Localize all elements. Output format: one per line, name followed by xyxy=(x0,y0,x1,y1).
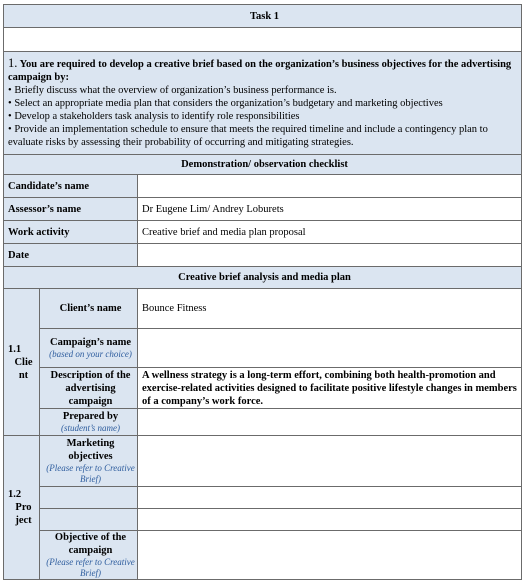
checklist-header: Demonstration/ observation checklist xyxy=(4,155,522,175)
section-number: 1.2 xyxy=(8,489,22,500)
task-instructions xyxy=(4,52,522,155)
marketing-extra-label xyxy=(40,487,138,509)
section-1-2 xyxy=(4,436,40,580)
section-title-line: Pro xyxy=(15,502,32,513)
bullet-glyph: • xyxy=(8,85,12,96)
date-field[interactable] xyxy=(138,244,522,267)
date-label: Date xyxy=(4,244,138,267)
instruction-bullet xyxy=(8,97,521,110)
campaign-objective-note: (Please refer to Creative Brief) xyxy=(46,557,135,578)
candidate-name-field[interactable] xyxy=(138,175,522,198)
instruction-text: Briefly discuss what the overview of organization’s business performance is. xyxy=(14,85,337,96)
instruction-text: Provide an implementation schedule to ensure that meets the required timeline and include a contingency plan to evaluate risks by assessing their probability of occurring and mitigating strategies. xyxy=(8,124,488,148)
blank-row xyxy=(4,28,522,52)
instruction-bullet xyxy=(8,110,521,123)
work-activity-field[interactable]: Creative brief and media plan proposal xyxy=(138,221,522,244)
instruction-text: Develop a stakeholders task analysis to identify role responsibilities xyxy=(14,111,300,122)
bullet-glyph: • xyxy=(8,98,12,109)
task-table xyxy=(3,4,522,580)
section-title-line: ject xyxy=(15,515,32,526)
candidate-name-label: Candidate’s name xyxy=(4,175,138,198)
section-title-line: nt xyxy=(18,369,29,381)
prepared-by-note: (student’s name) xyxy=(60,423,121,433)
marketing-objectives-field[interactable] xyxy=(138,436,522,487)
assessor-name-label: Assessor’s name xyxy=(4,198,138,221)
instruction-text: Select an appropriate media plan that considers the organization’s budgetary and marketing objectives xyxy=(14,98,443,109)
prepared-by-label: Prepared by xyxy=(62,411,119,422)
instruction-bullet xyxy=(8,123,521,149)
campaign-name-cell xyxy=(40,329,138,368)
section-title-line: Clie xyxy=(14,356,33,368)
instructions-lead-text: You are required to develop a creative brief based on the organization’s business objectives for the advertising campaign by: xyxy=(8,59,512,83)
campaign-name-note: (based on your choice) xyxy=(49,349,132,359)
prepared-by-cell xyxy=(40,409,138,436)
work-activity-label: Work activity xyxy=(4,221,138,244)
campaign-name-label: Campaign’s name xyxy=(50,337,131,348)
marketing-objectives-note: (Please refer to Creative Brief) xyxy=(46,463,135,484)
section-1-1 xyxy=(4,289,40,436)
campaign-objective-field[interactable] xyxy=(138,531,522,580)
prepared-by-field[interactable] xyxy=(138,409,522,436)
campaign-objective-cell xyxy=(40,531,138,580)
marketing-objectives-label: Marketing objectives xyxy=(66,438,115,462)
instruction-bullet xyxy=(8,84,521,97)
marketing-extra-label xyxy=(40,509,138,531)
client-name-label: Client’s name xyxy=(40,289,138,329)
campaign-description-field[interactable]: A wellness strategy is a long-term effort, combining both health-promotion and exercise-related activities designed to facilitate positive lifestyle changes in members of a company’s work force. xyxy=(138,368,522,409)
campaign-name-field[interactable] xyxy=(138,329,522,368)
bullet-glyph: • xyxy=(8,124,12,135)
marketing-extra-field[interactable] xyxy=(138,487,522,509)
assessor-name-field[interactable]: Dr Eugene Lim/ Andrey Loburets xyxy=(138,198,522,221)
task-title: Task 1 xyxy=(4,5,522,28)
bullet-glyph: • xyxy=(8,111,12,122)
campaign-description-label: Description of the advertising campaign xyxy=(40,368,138,409)
marketing-extra-field[interactable] xyxy=(138,509,522,531)
marketing-objectives-cell xyxy=(40,436,138,487)
brief-header: Creative brief analysis and media plan xyxy=(4,267,522,289)
instructions-number: 1. xyxy=(8,56,18,70)
campaign-objective-label: Objective of the campaign xyxy=(54,532,127,556)
client-name-field[interactable]: Bounce Fitness xyxy=(138,289,522,329)
instructions-lead xyxy=(8,57,521,84)
section-number: 1.1 xyxy=(8,343,22,355)
